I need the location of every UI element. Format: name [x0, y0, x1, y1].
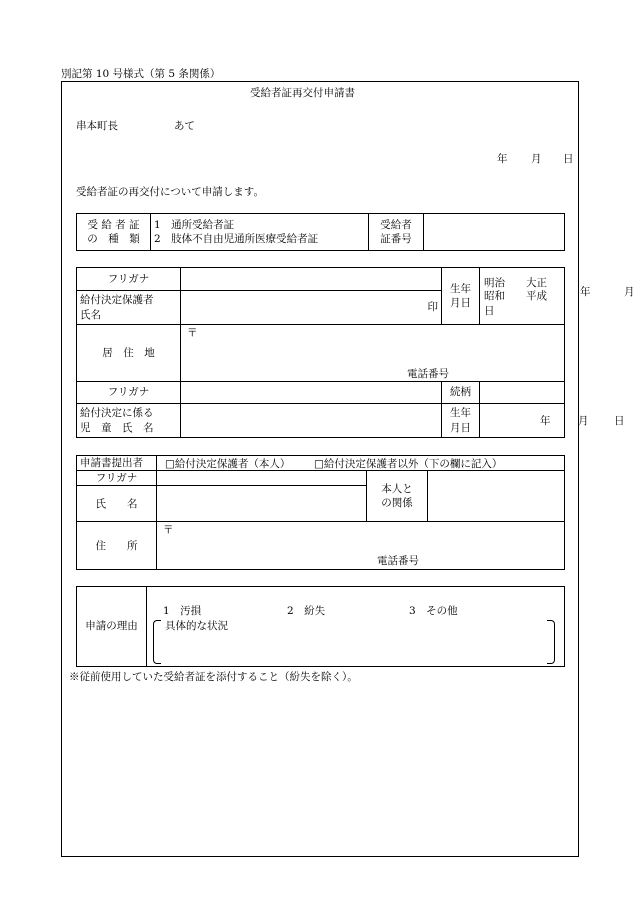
footnote: ※従前使用していた受給者証を添付すること（紛失を除く）。	[69, 671, 358, 683]
guardian-name-field[interactable]	[181, 291, 442, 325]
child-name-label-line2: 児 童 氏 名	[80, 421, 154, 434]
applicant-relation-label-line1: 本人と	[381, 483, 413, 496]
child-birth-day: 日	[614, 415, 625, 427]
reason-label: 申請の理由	[77, 587, 147, 667]
guardian-furigana-field[interactable]	[181, 268, 442, 291]
reason-table	[76, 586, 565, 667]
applicant-name-field[interactable]	[157, 486, 367, 522]
certificate-number-label-line1: 受給者	[380, 218, 412, 231]
child-birth-field[interactable]	[480, 404, 625, 438]
seal-mark: 印	[427, 301, 438, 314]
child-birth-year: 年	[540, 415, 551, 427]
date-year[interactable]: 年	[497, 153, 508, 165]
addressee-name: 串本町長	[76, 120, 118, 132]
applicant-table	[76, 455, 565, 570]
guardian-phone-label: 電話番号	[407, 368, 449, 380]
addressee-suffix: あて	[174, 120, 195, 132]
child-name-field[interactable]	[181, 404, 442, 438]
certificate-option-2[interactable]: 2 肢体不自由児通所医療受給者証	[154, 233, 319, 245]
era-meiji[interactable]: 明治	[484, 277, 505, 289]
child-birth-label	[442, 404, 480, 438]
reason-option-lost[interactable]: 2 紛失	[287, 605, 326, 617]
child-name-label-line1: 給付決定に係る	[80, 407, 154, 420]
guardian-birth-field[interactable]	[480, 268, 635, 325]
child-birth-month: 月	[578, 415, 589, 427]
birth-day-suffix: 日	[484, 305, 495, 317]
applicant-phone-label: 電話番号	[377, 555, 419, 568]
guardian-birth-year: 年	[580, 286, 591, 298]
applicant-relation-field[interactable]	[428, 471, 565, 522]
child-relation-label: 続柄	[442, 382, 480, 404]
certificate-type-options[interactable]	[151, 214, 369, 251]
form-number-note: 別記第 10 号様式（第 5 条関係）	[61, 68, 221, 80]
certificate-type-label-line2: の 種 類	[87, 233, 140, 245]
applicant-furigana-label: フリガナ	[77, 471, 157, 486]
guardian-birth-label	[442, 268, 480, 325]
guardian-name-label	[77, 291, 181, 325]
child-birth-label-line1: 生年	[450, 407, 471, 420]
guardian-birth-label-line1: 生年	[450, 282, 471, 295]
guardian-birth-label-line2: 月日	[450, 297, 471, 309]
applicant-relation-label	[367, 471, 428, 522]
postal-mark: 〒	[187, 327, 198, 339]
submitter-option-self[interactable]: □給付決定保護者（本人）	[165, 458, 291, 470]
certificate-number-label	[369, 214, 424, 251]
submitter-label: 申請書提出者	[77, 456, 157, 471]
child-furigana-label: フリガナ	[77, 382, 181, 404]
applicant-address-field[interactable]	[157, 522, 565, 570]
applicant-address-label: 住 所	[77, 522, 157, 570]
certificate-type-label-line1: 受 給 者 証	[87, 218, 140, 231]
certificate-number-field[interactable]	[424, 214, 565, 251]
reason-option-soiled[interactable]: 1 汚損	[163, 605, 202, 617]
certificate-number-label-line2: 証番号	[380, 233, 412, 245]
intro-text: 受給者証の再交付について申請します。	[76, 186, 264, 198]
applicant-furigana-field[interactable]	[157, 471, 367, 486]
child-furigana-field[interactable]	[181, 382, 442, 404]
guardian-furigana-label: フリガナ	[77, 268, 181, 291]
guardian-name-label-line2: 氏名	[80, 308, 101, 321]
era-showa[interactable]: 昭和	[484, 290, 505, 302]
applicant-name-label: 氏 名	[77, 486, 157, 522]
date-month[interactable]: 月	[531, 153, 542, 165]
child-birth-label-line2: 月日	[450, 421, 471, 434]
era-heisei[interactable]: 平成	[526, 290, 547, 302]
applicant-relation-label-line2: の関係	[381, 497, 413, 510]
child-name-label	[77, 404, 181, 438]
date-day[interactable]: 日	[563, 153, 574, 165]
detail-bracket-left	[153, 620, 161, 664]
certificate-type-table	[76, 213, 565, 251]
submitter-option-other[interactable]: □給付決定保護者以外（下の欄に記入）	[314, 458, 503, 470]
certificate-option-1[interactable]: 1 通所受給者証	[154, 218, 235, 231]
form-title: 受給者証再交付申請書	[250, 87, 355, 99]
child-relation-field[interactable]	[480, 382, 565, 404]
detail-bracket-right	[547, 620, 555, 664]
guardian-child-table	[76, 267, 635, 438]
guardian-name-label-line1: 給付決定保護者	[80, 294, 154, 307]
era-taisho[interactable]: 大正	[526, 277, 547, 289]
guardian-birth-month: 月	[624, 286, 635, 298]
submitter-options[interactable]	[157, 456, 565, 471]
reason-detail-label: 具体的な状況	[165, 620, 228, 632]
guardian-address-field[interactable]	[181, 325, 565, 382]
applicant-postal-mark: 〒	[163, 524, 174, 537]
reason-field[interactable]	[147, 587, 565, 667]
guardian-address-label: 居 住 地	[77, 325, 181, 382]
reason-option-other[interactable]: 3 その他	[409, 605, 458, 617]
certificate-type-label	[77, 214, 151, 251]
